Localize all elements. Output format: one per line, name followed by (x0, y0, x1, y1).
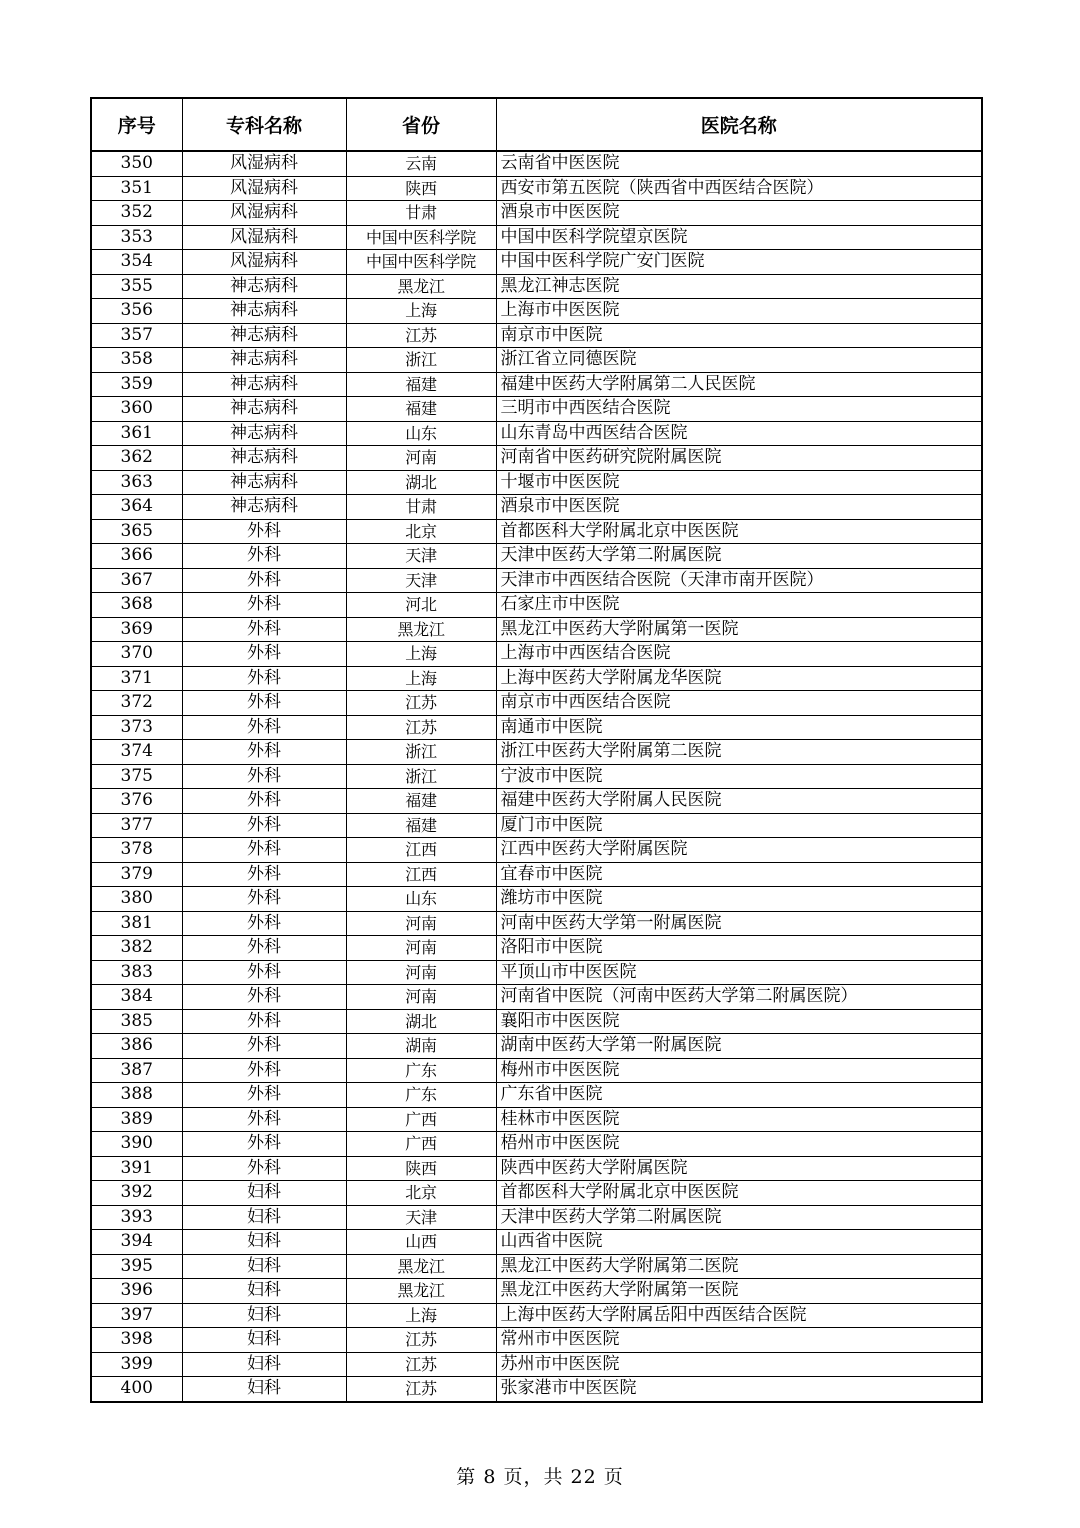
cell-province: 广西 (346, 1107, 496, 1132)
cell-hospital-name: 山东青岛中西医结合医院 (496, 421, 982, 446)
cell-specialty: 外科 (182, 1156, 346, 1181)
cell-province: 江西 (346, 838, 496, 863)
cell-serial-number: 369 (91, 617, 182, 642)
cell-serial-number: 388 (91, 1083, 182, 1108)
table-header-row (91, 98, 982, 151)
cell-specialty: 外科 (182, 593, 346, 618)
cell-province: 河南 (346, 936, 496, 961)
cell-specialty: 外科 (182, 764, 346, 789)
cell-province: 陕西 (346, 1156, 496, 1181)
cell-specialty: 外科 (182, 887, 346, 912)
cell-specialty: 外科 (182, 519, 346, 544)
table-row (91, 985, 982, 1010)
cell-province: 黑龙江 (346, 1279, 496, 1304)
cell-serial-number: 395 (91, 1254, 182, 1279)
cell-province: 河南 (346, 446, 496, 471)
table-row (91, 936, 982, 961)
table-row (91, 250, 982, 275)
cell-specialty: 外科 (182, 862, 346, 887)
cell-hospital-name: 苏州市中医医院 (496, 1352, 982, 1377)
cell-specialty: 外科 (182, 617, 346, 642)
cell-serial-number: 359 (91, 372, 182, 397)
table-row (91, 274, 982, 299)
cell-province: 广东 (346, 1058, 496, 1083)
table-row (91, 348, 982, 373)
table-row (91, 593, 982, 618)
cell-specialty: 外科 (182, 1058, 346, 1083)
cell-hospital-name: 天津中医药大学第二附属医院 (496, 1205, 982, 1230)
cell-specialty: 外科 (182, 568, 346, 593)
cell-province: 福建 (346, 372, 496, 397)
cell-serial-number: 366 (91, 544, 182, 569)
table-row (91, 789, 982, 814)
cell-serial-number: 389 (91, 1107, 182, 1132)
cell-serial-number: 371 (91, 666, 182, 691)
cell-province: 上海 (346, 1303, 496, 1328)
cell-hospital-name: 酒泉市中医医院 (496, 495, 982, 520)
cell-serial-number: 393 (91, 1205, 182, 1230)
cell-specialty: 外科 (182, 936, 346, 961)
cell-hospital-name: 山西省中医院 (496, 1230, 982, 1255)
table-row (91, 1034, 982, 1059)
cell-hospital-name: 洛阳市中医院 (496, 936, 982, 961)
cell-province: 云南 (346, 151, 496, 176)
cell-serial-number: 387 (91, 1058, 182, 1083)
table-row (91, 813, 982, 838)
cell-serial-number: 356 (91, 299, 182, 324)
cell-province: 天津 (346, 544, 496, 569)
cell-serial-number: 396 (91, 1279, 182, 1304)
cell-specialty: 神志病科 (182, 274, 346, 299)
cell-serial-number: 390 (91, 1132, 182, 1157)
cell-serial-number: 380 (91, 887, 182, 912)
cell-hospital-name: 黑龙江中医药大学附属第一医院 (496, 617, 982, 642)
cell-hospital-name: 黑龙江中医药大学附属第二医院 (496, 1254, 982, 1279)
cell-hospital-name: 襄阳市中医医院 (496, 1009, 982, 1034)
cell-serial-number: 363 (91, 470, 182, 495)
cell-serial-number: 357 (91, 323, 182, 348)
cell-serial-number: 386 (91, 1034, 182, 1059)
cell-hospital-name: 上海中医药大学附属岳阳中西医结合医院 (496, 1303, 982, 1328)
table-row (91, 299, 982, 324)
table-row (91, 1083, 982, 1108)
cell-province: 江苏 (346, 1377, 496, 1402)
cell-specialty: 风湿病科 (182, 151, 346, 176)
cell-specialty: 外科 (182, 960, 346, 985)
cell-province: 河北 (346, 593, 496, 618)
table-row (91, 740, 982, 765)
cell-province: 江苏 (346, 691, 496, 716)
cell-specialty: 外科 (182, 789, 346, 814)
cell-hospital-name: 西安市第五医院（陕西省中西医结合医院） (496, 176, 982, 201)
cell-province: 天津 (346, 1205, 496, 1230)
cell-province: 湖南 (346, 1034, 496, 1059)
table-row (91, 715, 982, 740)
cell-hospital-name: 江西中医药大学附属医院 (496, 838, 982, 863)
header-hospital-name: 医院名称 (496, 98, 982, 151)
cell-specialty: 神志病科 (182, 299, 346, 324)
table-row (91, 666, 982, 691)
cell-serial-number: 355 (91, 274, 182, 299)
cell-hospital-name: 南通市中医院 (496, 715, 982, 740)
cell-specialty: 外科 (182, 642, 346, 667)
cell-serial-number: 351 (91, 176, 182, 201)
cell-specialty: 风湿病科 (182, 176, 346, 201)
cell-specialty: 神志病科 (182, 397, 346, 422)
cell-province: 甘肃 (346, 495, 496, 520)
cell-specialty: 妇科 (182, 1279, 346, 1304)
cell-serial-number: 373 (91, 715, 182, 740)
cell-specialty: 风湿病科 (182, 250, 346, 275)
cell-serial-number: 382 (91, 936, 182, 961)
table-row (91, 568, 982, 593)
cell-hospital-name: 湖南中医药大学第一附属医院 (496, 1034, 982, 1059)
cell-serial-number: 377 (91, 813, 182, 838)
cell-hospital-name: 黑龙江神志医院 (496, 274, 982, 299)
cell-serial-number: 368 (91, 593, 182, 618)
cell-hospital-name: 福建中医药大学附属人民医院 (496, 789, 982, 814)
cell-province: 江苏 (346, 1352, 496, 1377)
table-row (91, 397, 982, 422)
cell-province: 福建 (346, 813, 496, 838)
cell-province: 上海 (346, 642, 496, 667)
cell-province: 上海 (346, 666, 496, 691)
cell-serial-number: 397 (91, 1303, 182, 1328)
cell-hospital-name: 上海市中医医院 (496, 299, 982, 324)
header-province: 省份 (346, 98, 496, 151)
table-row (91, 1303, 982, 1328)
cell-specialty: 神志病科 (182, 323, 346, 348)
cell-province: 陕西 (346, 176, 496, 201)
cell-serial-number: 350 (91, 151, 182, 176)
cell-specialty: 风湿病科 (182, 225, 346, 250)
cell-province: 河南 (346, 960, 496, 985)
cell-province: 浙江 (346, 740, 496, 765)
cell-province: 浙江 (346, 764, 496, 789)
cell-province: 河南 (346, 985, 496, 1010)
cell-province: 甘肃 (346, 201, 496, 226)
cell-hospital-name: 福建中医药大学附属第二人民医院 (496, 372, 982, 397)
cell-specialty: 外科 (182, 1107, 346, 1132)
cell-specialty: 神志病科 (182, 446, 346, 471)
cell-specialty: 外科 (182, 1009, 346, 1034)
cell-specialty: 妇科 (182, 1328, 346, 1353)
table-row (91, 911, 982, 936)
table-row (91, 470, 982, 495)
table-row (91, 1107, 982, 1132)
cell-serial-number: 385 (91, 1009, 182, 1034)
cell-serial-number: 361 (91, 421, 182, 446)
cell-hospital-name: 宜春市中医院 (496, 862, 982, 887)
cell-serial-number: 392 (91, 1181, 182, 1206)
cell-serial-number: 352 (91, 201, 182, 226)
cell-hospital-name: 上海市中西医结合医院 (496, 642, 982, 667)
cell-province: 黑龙江 (346, 617, 496, 642)
cell-serial-number: 354 (91, 250, 182, 275)
table-row (91, 225, 982, 250)
cell-serial-number: 370 (91, 642, 182, 667)
cell-specialty: 外科 (182, 838, 346, 863)
cell-hospital-name: 平顶山市中医医院 (496, 960, 982, 985)
table-row (91, 617, 982, 642)
cell-specialty: 妇科 (182, 1254, 346, 1279)
table-row (91, 1377, 982, 1402)
cell-specialty: 风湿病科 (182, 201, 346, 226)
cell-hospital-name: 南京市中医院 (496, 323, 982, 348)
cell-specialty: 神志病科 (182, 348, 346, 373)
cell-hospital-name: 浙江省立同德医院 (496, 348, 982, 373)
cell-hospital-name: 潍坊市中医院 (496, 887, 982, 912)
cell-serial-number: 358 (91, 348, 182, 373)
cell-serial-number: 399 (91, 1352, 182, 1377)
page-footer: 第 8 页，共 22 页 (456, 1466, 624, 1488)
cell-specialty: 神志病科 (182, 470, 346, 495)
cell-hospital-name: 河南省中医院（河南中医药大学第二附属医院） (496, 985, 982, 1010)
cell-serial-number: 384 (91, 985, 182, 1010)
cell-hospital-name: 张家港市中医医院 (496, 1377, 982, 1402)
table-row (91, 764, 982, 789)
cell-specialty: 神志病科 (182, 495, 346, 520)
cell-province: 上海 (346, 299, 496, 324)
cell-specialty: 外科 (182, 544, 346, 569)
cell-specialty: 神志病科 (182, 421, 346, 446)
cell-specialty: 妇科 (182, 1230, 346, 1255)
table-row (91, 691, 982, 716)
cell-serial-number: 391 (91, 1156, 182, 1181)
cell-serial-number: 383 (91, 960, 182, 985)
table-row (91, 1058, 982, 1083)
cell-province: 黑龙江 (346, 274, 496, 299)
table-row (91, 887, 982, 912)
table-row (91, 176, 982, 201)
cell-specialty: 妇科 (182, 1377, 346, 1402)
table-row (91, 323, 982, 348)
table-row (91, 1230, 982, 1255)
cell-province: 北京 (346, 1181, 496, 1206)
cell-hospital-name: 首都医科大学附属北京中医医院 (496, 1181, 982, 1206)
table-body (91, 151, 982, 1402)
cell-specialty: 外科 (182, 911, 346, 936)
cell-province: 黑龙江 (346, 1254, 496, 1279)
cell-province: 广西 (346, 1132, 496, 1157)
cell-hospital-name: 首都医科大学附属北京中医医院 (496, 519, 982, 544)
cell-specialty: 外科 (182, 1034, 346, 1059)
cell-specialty: 神志病科 (182, 372, 346, 397)
cell-serial-number: 376 (91, 789, 182, 814)
cell-serial-number: 372 (91, 691, 182, 716)
cell-hospital-name: 常州市中医医院 (496, 1328, 982, 1353)
cell-specialty: 妇科 (182, 1303, 346, 1328)
cell-province: 江西 (346, 862, 496, 887)
cell-hospital-name: 天津中医药大学第二附属医院 (496, 544, 982, 569)
cell-specialty: 外科 (182, 691, 346, 716)
cell-province: 浙江 (346, 348, 496, 373)
cell-serial-number: 362 (91, 446, 182, 471)
cell-province: 福建 (346, 789, 496, 814)
cell-serial-number: 353 (91, 225, 182, 250)
table-row (91, 838, 982, 863)
cell-province: 湖北 (346, 1009, 496, 1034)
cell-serial-number: 364 (91, 495, 182, 520)
cell-hospital-name: 中国中医科学院望京医院 (496, 225, 982, 250)
cell-hospital-name: 桂林市中医医院 (496, 1107, 982, 1132)
table-row (91, 1205, 982, 1230)
table-row (91, 372, 982, 397)
cell-hospital-name: 黑龙江中医药大学附属第一医院 (496, 1279, 982, 1304)
cell-specialty: 外科 (182, 666, 346, 691)
cell-province: 江苏 (346, 323, 496, 348)
cell-serial-number: 394 (91, 1230, 182, 1255)
cell-serial-number: 400 (91, 1377, 182, 1402)
cell-hospital-name: 河南省中医药研究院附属医院 (496, 446, 982, 471)
table-row (91, 151, 982, 176)
cell-province: 江苏 (346, 1328, 496, 1353)
cell-province: 北京 (346, 519, 496, 544)
cell-serial-number: 378 (91, 838, 182, 863)
table-row (91, 1254, 982, 1279)
header-serial-number: 序号 (91, 98, 182, 151)
cell-province: 江苏 (346, 715, 496, 740)
cell-serial-number: 398 (91, 1328, 182, 1353)
cell-hospital-name: 中国中医科学院广安门医院 (496, 250, 982, 275)
cell-hospital-name: 上海中医药大学附属龙华医院 (496, 666, 982, 691)
table-row (91, 1156, 982, 1181)
table-row (91, 1328, 982, 1353)
cell-serial-number: 365 (91, 519, 182, 544)
cell-serial-number: 374 (91, 740, 182, 765)
cell-province: 山西 (346, 1230, 496, 1255)
table-row (91, 1009, 982, 1034)
cell-province: 天津 (346, 568, 496, 593)
header-specialty: 专科名称 (182, 98, 346, 151)
cell-specialty: 妇科 (182, 1352, 346, 1377)
cell-serial-number: 381 (91, 911, 182, 936)
cell-hospital-name: 三明市中西医结合医院 (496, 397, 982, 422)
cell-specialty: 外科 (182, 1083, 346, 1108)
cell-hospital-name: 宁波市中医院 (496, 764, 982, 789)
cell-hospital-name: 陕西中医药大学附属医院 (496, 1156, 982, 1181)
cell-hospital-name: 梧州市中医医院 (496, 1132, 982, 1157)
cell-province: 山东 (346, 421, 496, 446)
cell-hospital-name: 河南中医药大学第一附属医院 (496, 911, 982, 936)
cell-specialty: 外科 (182, 985, 346, 1010)
cell-hospital-name: 南京市中西医结合医院 (496, 691, 982, 716)
table-row (91, 519, 982, 544)
table-row (91, 862, 982, 887)
table-row (91, 544, 982, 569)
table-row (91, 1279, 982, 1304)
cell-hospital-name: 十堰市中医医院 (496, 470, 982, 495)
cell-hospital-name: 厦门市中医院 (496, 813, 982, 838)
table-row (91, 446, 982, 471)
cell-specialty: 外科 (182, 740, 346, 765)
cell-province: 中国中医科学院 (346, 250, 496, 275)
table-row (91, 960, 982, 985)
cell-hospital-name: 广东省中医院 (496, 1083, 982, 1108)
cell-hospital-name: 酒泉市中医医院 (496, 201, 982, 226)
cell-serial-number: 367 (91, 568, 182, 593)
cell-province: 河南 (346, 911, 496, 936)
cell-province: 山东 (346, 887, 496, 912)
cell-hospital-name: 云南省中医医院 (496, 151, 982, 176)
cell-specialty: 外科 (182, 715, 346, 740)
cell-specialty: 外科 (182, 1132, 346, 1157)
table-row (91, 1352, 982, 1377)
cell-hospital-name: 天津市中西医结合医院（天津市南开医院） (496, 568, 982, 593)
cell-hospital-name: 梅州市中医医院 (496, 1058, 982, 1083)
cell-specialty: 妇科 (182, 1205, 346, 1230)
cell-serial-number: 360 (91, 397, 182, 422)
hospital-table (90, 97, 983, 1403)
cell-serial-number: 375 (91, 764, 182, 789)
table-row (91, 495, 982, 520)
table-row (91, 201, 982, 226)
table-row (91, 642, 982, 667)
cell-specialty: 妇科 (182, 1181, 346, 1206)
cell-province: 湖北 (346, 470, 496, 495)
cell-serial-number: 379 (91, 862, 182, 887)
cell-province: 广东 (346, 1083, 496, 1108)
cell-province: 福建 (346, 397, 496, 422)
table-row (91, 1181, 982, 1206)
cell-hospital-name: 石家庄市中医院 (496, 593, 982, 618)
table-row (91, 421, 982, 446)
cell-specialty: 外科 (182, 813, 346, 838)
cell-hospital-name: 浙江中医药大学附属第二医院 (496, 740, 982, 765)
cell-province: 中国中医科学院 (346, 225, 496, 250)
table-row (91, 1132, 982, 1157)
